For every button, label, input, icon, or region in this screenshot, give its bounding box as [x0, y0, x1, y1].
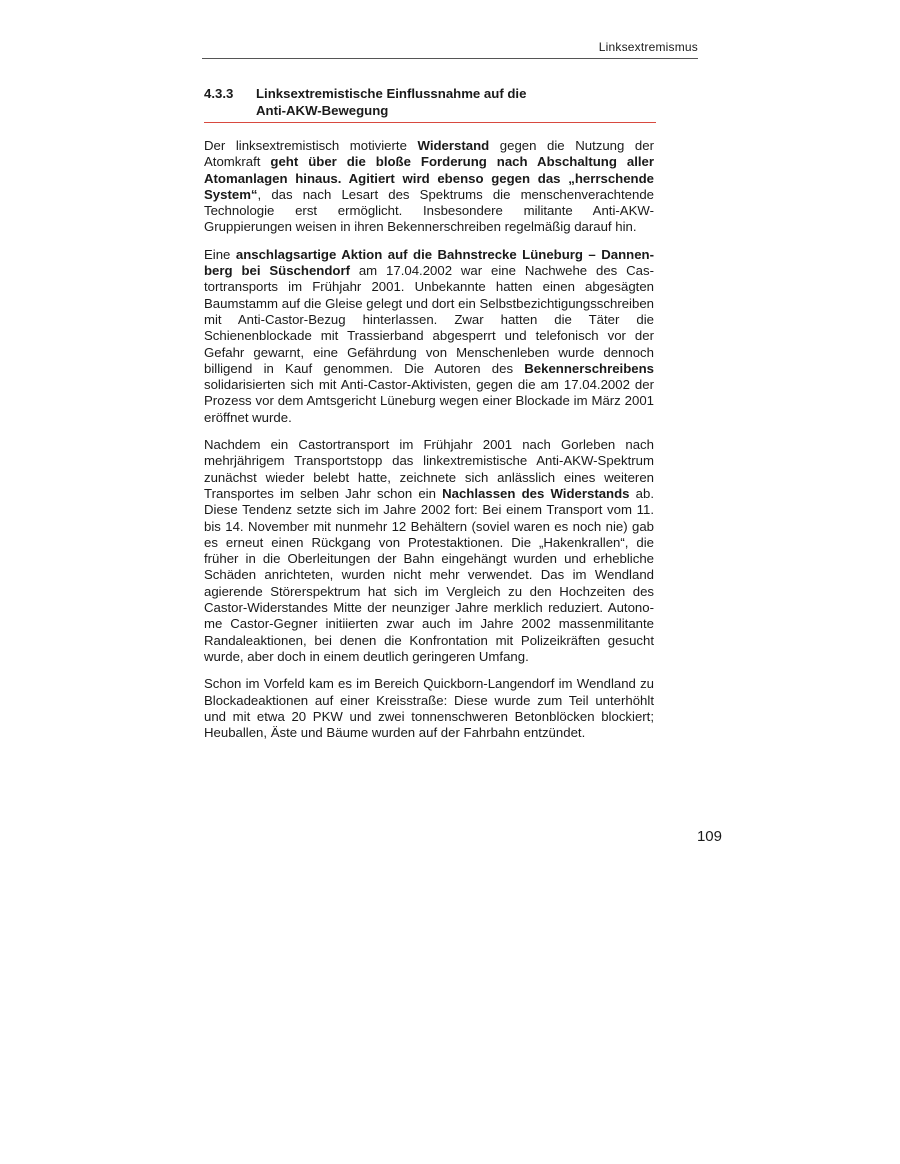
- text-run: Eine: [204, 246, 236, 262]
- bold-text: Widerstand: [417, 138, 490, 153]
- bold-text: Bekennerschreibens: [524, 360, 654, 376]
- section-heading: [204, 86, 656, 123]
- text-run: Der linksextremistisch motivierte: [204, 138, 418, 153]
- paragraph: [204, 676, 654, 741]
- bold-text: Nachlassen des Widerstands: [442, 485, 630, 501]
- text-run: ab. Diese Tendenz setzte sich im Jahre 2002 fort: Bei einem Transport vom 11. bis 14. November mit nunmehr 12 Behältern (soviel waren es noch nie) gab es erneut einen Rückgang von Protestaktionen. Die „Hakenkrallen“, die früher in die Oberleitungen der Bahn eingehängt wurden und erhebliche Schäden anrichteten, wurden nicht mehr verwendet. Das im Wendland agierende Störerspektrum hat sich im Vergleich zu den Hochzeiten des Castor-Widerstandes Mitte der neunziger Jahre merklich reduziert. Autonome Castor-Gegner initiierten zwar auch im Jahre 2002 massenmilitante Randaleaktionen, bei denen die Konfrontation mit Polizeikräften gesucht wurde, aber doch in einem deutlich geringeren Umfang.: [204, 485, 654, 664]
- text-run: am 17.04.2002 war eine Nachwehe des Castortransports im Frühjahr 2001. Unbekannte hatten einen abgesägten Baumstamm auf die Gleise gelegt und dort ein Selbstbezichtigungsschreiben mit Anti-Castor-Bezug hinterlassen. Zwar hatten die Täter die Schienenblockade mit Trassierband abgesperrt und telefonisch vor der Gefahr gewarnt, eine Gefährdung von Menschenleben wurde dennoch billigend in Kauf genommen. Die Autoren des: [204, 263, 654, 376]
- page-number: 109: [696, 828, 722, 845]
- text-run: , das nach Lesart des Spektrums die menschenverachtende Technologie erst ermöglicht. Insbesondere militante Anti-AKW-Gruppierungen weisen in ihren Bekennerschreiben regelmäßig darauf hin.: [204, 186, 654, 235]
- body-text: [204, 138, 654, 752]
- text-run: gegen die Nutzung der Atomkraft: [204, 138, 654, 170]
- running-header: [202, 40, 698, 59]
- paragraph: [204, 247, 654, 426]
- section-title: [256, 86, 656, 119]
- section-title-line-2: Anti-AKW-Bewegung: [256, 102, 389, 118]
- text-run: Nachdem ein Castortransport im Frühjahr 2001 nach Gorleben nach mehrjährigem Transportstopp das linkextremistische Anti-AKW-Spektrum zunächst wieder belebt hatte, zeichnete sich anlässlich eines weiteren Transportes im selben Jahr schon ein: [204, 437, 654, 501]
- bold-text: geht über die bloße Forderung nach Abschaltung aller Atomanlagen hinaus. Agitiert wird ebenso gegen das „herrschende System“: [204, 154, 654, 202]
- text-run: solidarisierten sich mit Anti-Castor-Aktivisten, gegen die am 17.04.2002 der Prozess vor dem Amtsgericht Lüneburg wegen einer Blockade im März 2001 eröffnet wurde.: [204, 377, 654, 425]
- section-title-line-1: Linksextremistische Einflussnahme auf die: [256, 86, 527, 101]
- paragraph: [204, 437, 654, 665]
- section-number: 4.3.3: [204, 86, 234, 101]
- text-run: Schon im Vorfeld kam es im Bereich Quickborn-Langendorf im Wendland zu Blockadeaktionen auf einer Kreisstraße: Diese wurde zum Teil unterhöhlt und mit etwa 20 PKW und zwei tonnenschweren Betonblöcken blockiert; Heuballen, Äste und Bäume wurden auf der Fahrbahn entzündet.: [204, 676, 654, 741]
- bold-text: anschlagsartige Aktion auf die Bahnstrecke Lüneburg – Dannenberg bei Süschendorf: [204, 246, 654, 279]
- running-header-title: Linksextremismus: [598, 40, 698, 54]
- paragraph: [204, 138, 654, 236]
